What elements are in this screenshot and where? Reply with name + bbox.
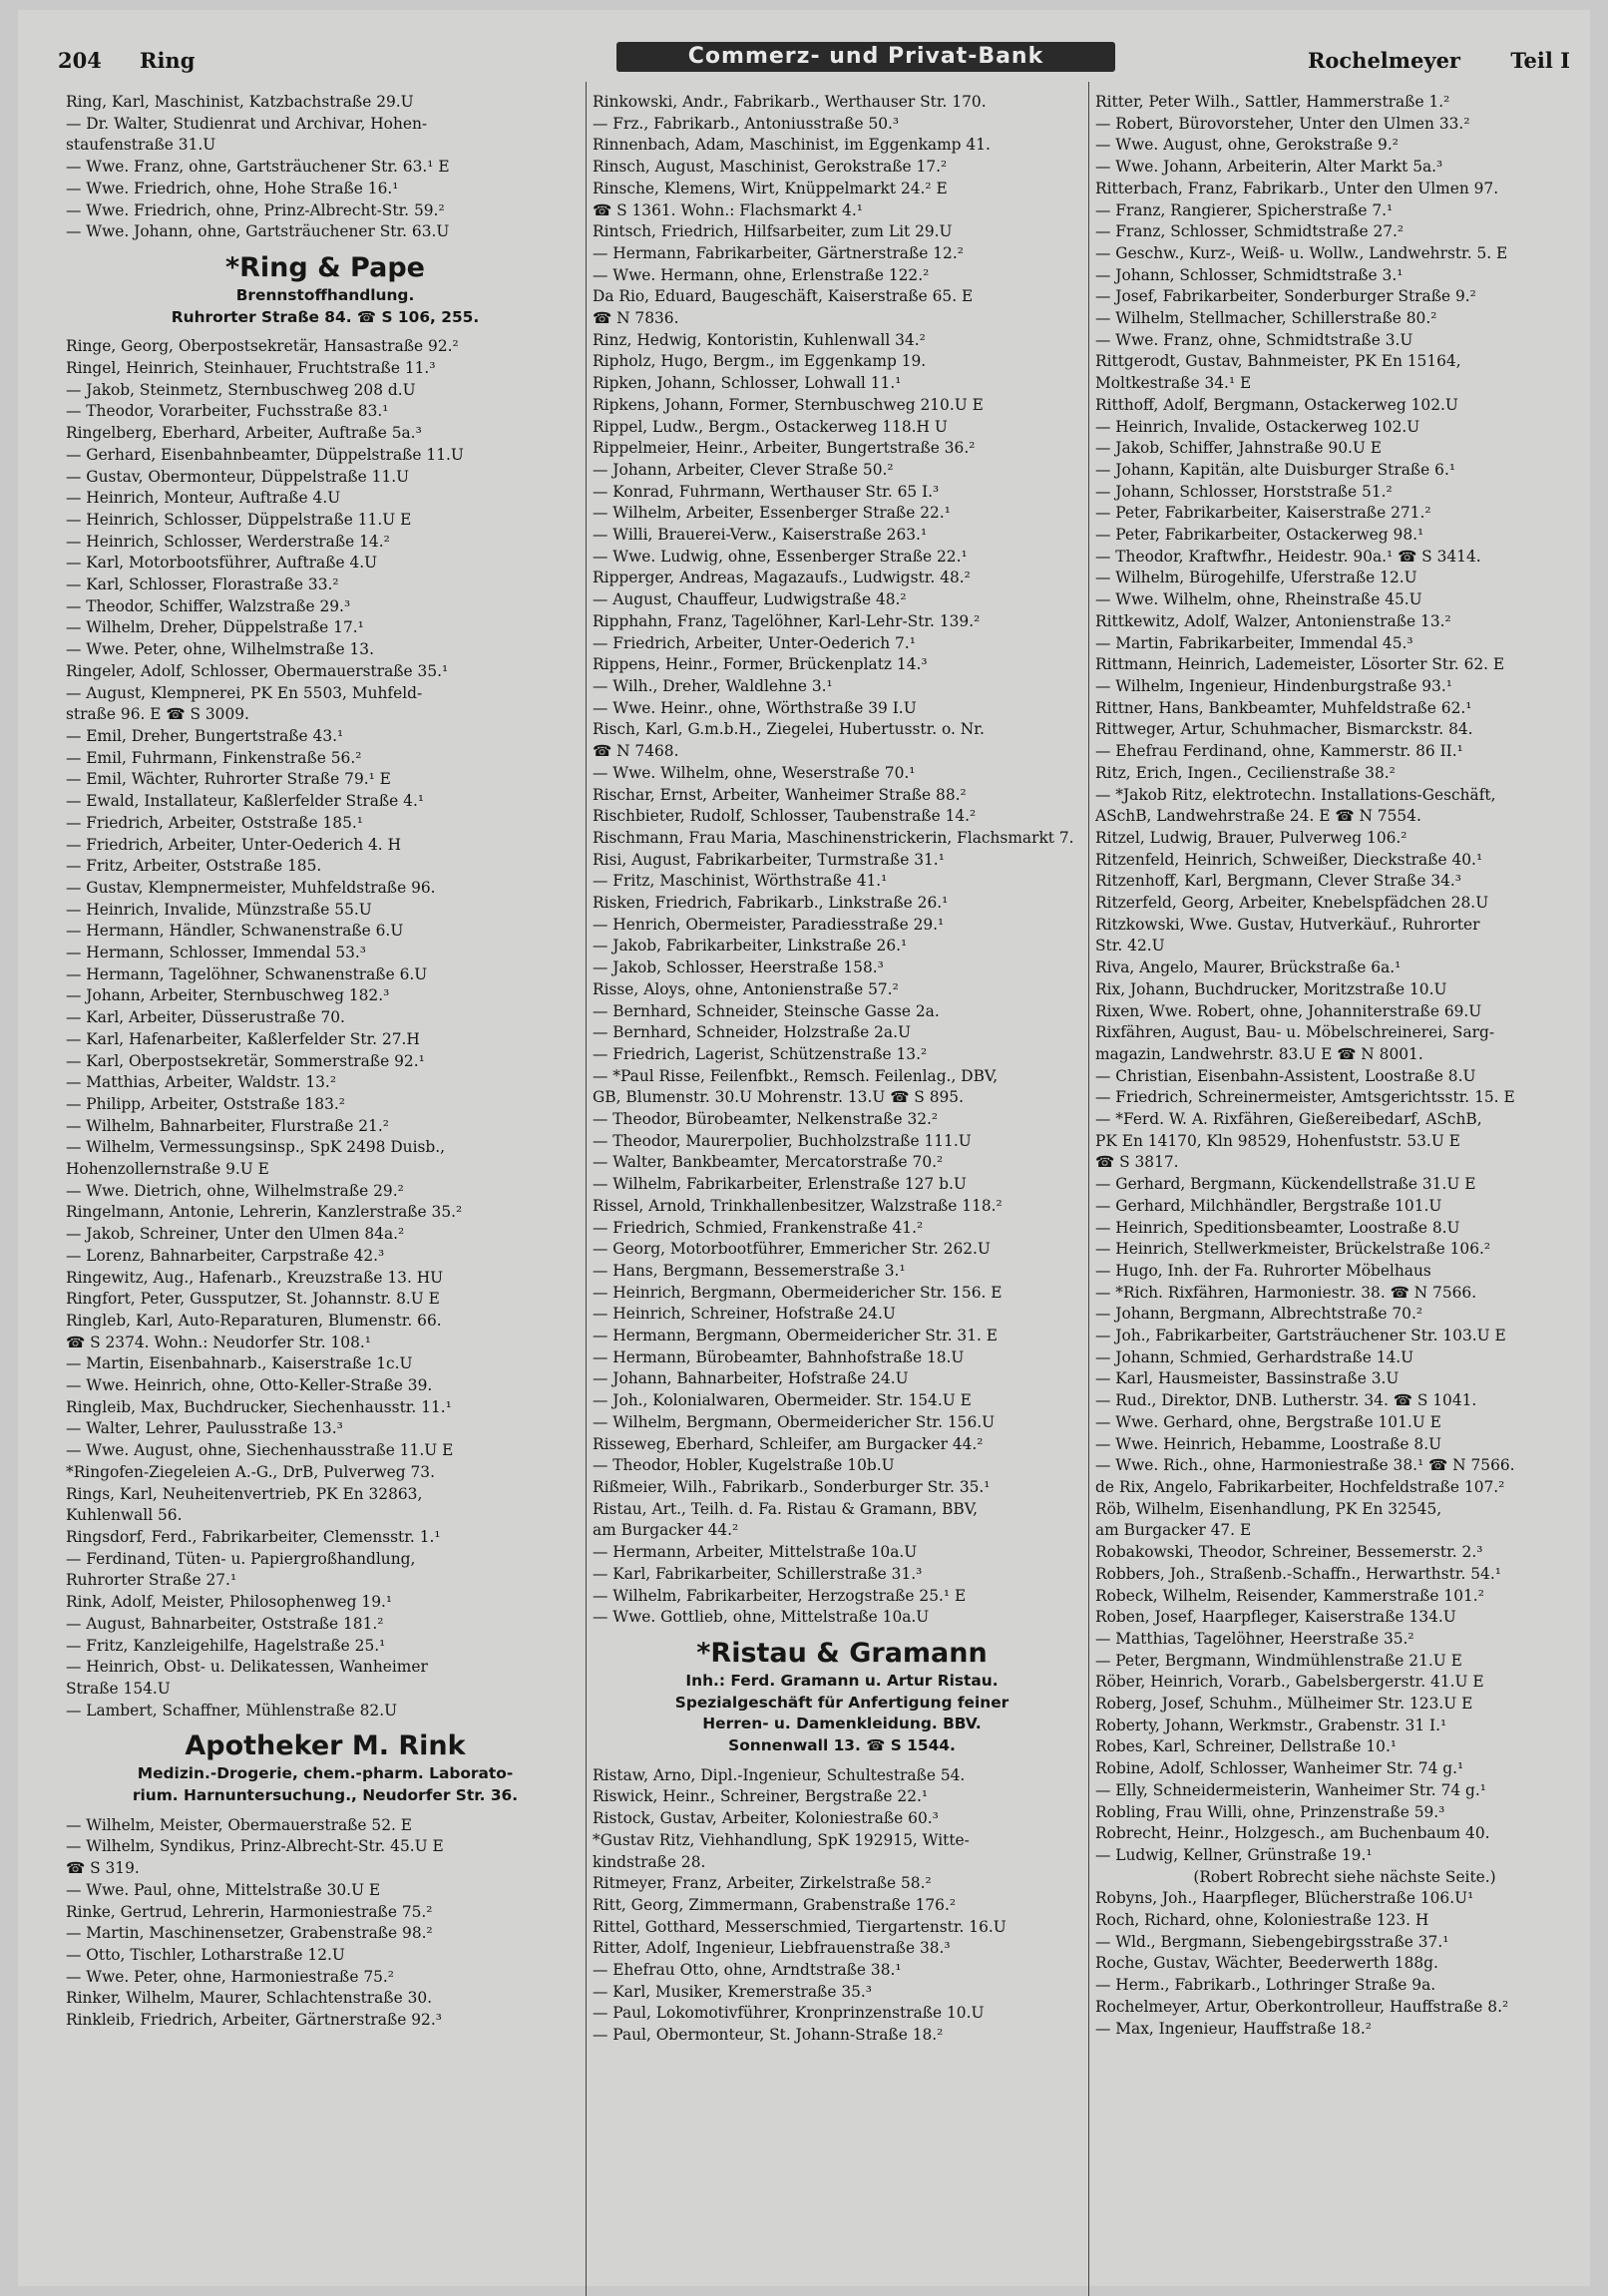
directory-entry: Ritz, Erich, Ingen., Cecilienstraße 38.² [1095, 763, 1396, 782]
directory-entry: — Friedrich, Arbeiter, Oststraße 185.¹ [66, 813, 363, 832]
directory-entry: — Johann, Schlosser, Schmidtstraße 3.¹ [1095, 265, 1404, 284]
directory-entry: — Wwe. Gerhard, ohne, Bergstraße 101.U E [1095, 1412, 1441, 1431]
ad-line: rium. Harnuntersuchung., Neudorfer Str. 36. [132, 1786, 519, 1805]
directory-entry: — Gerhard, Milchhändler, Bergstraße 101.U [1095, 1196, 1442, 1215]
directory-entry: — *Ferd. W. A. Rixfähren, Gießereibedarf, ASchB, [1095, 1110, 1482, 1129]
directory-entry: Risch, Karl, G.m.b.H., Ziegelei, Hubertusstr. o. Nr. [593, 720, 985, 739]
directory-entry: — Wilhelm, Fabrikarbeiter, Herzogstraße 25.¹ E [593, 1586, 967, 1605]
directory-entry: — Wwe. Franz, ohne, Gartsträuchener Str. 63.¹ E [66, 158, 450, 177]
directory-entry: — Elly, Schneidermeisterin, Wanheimer Str. 74 g.¹ [1095, 1780, 1486, 1799]
ad-title: *Ring & Pape [225, 251, 425, 283]
directory-entry: — Jakob, Schiffer, Jahnstraße 90.U E [1095, 439, 1382, 458]
directory-entry: Risken, Friedrich, Fabrikarb., Linkstraße 26.¹ [593, 894, 949, 913]
directory-entry: — Friedrich, Arbeiter, Unter-Oederich 4. H [66, 835, 402, 854]
directory-entry: — Heinrich, Speditionsbeamter, Loostraße 8.U [1095, 1218, 1460, 1237]
directory-entry: — Bernhard, Schneider, Holzstraße 2a.U [593, 1023, 911, 1042]
entry-list-2b [593, 1765, 1091, 2047]
directory-entry: — Heinrich, Stellwerkmeister, Brückelstraße 106.² [1095, 1240, 1491, 1259]
directory-entry: Ripperger, Andreas, Magazaufs., Ludwigstr. 48.² [593, 569, 971, 587]
directory-entry: — Wwe. Hermann, ohne, Erlenstraße 122.² [593, 265, 930, 284]
directory-entry: staufenstraße 31.U [66, 136, 216, 155]
directory-entry: — Geschw., Kurz-, Weiß- u. Wollw., Landwehrstr. 5. E [1095, 243, 1508, 262]
directory-entry: Robyns, Joh., Haarpfleger, Blücherstraße 106.U¹ [1095, 1889, 1474, 1908]
directory-entry: — *Rich. Rixfähren, Harmoniestr. 38. ☎ N 7566. [1095, 1283, 1477, 1302]
directory-entry: Rinkowski, Andr., Fabrikarb., Werthauser Str. 170. [593, 93, 987, 111]
directory-entry: Risseweg, Eberhard, Schleifer, am Burgacker 44.² [593, 1434, 984, 1453]
directory-entry: Ritzenfeld, Heinrich, Schweißer, Dieckstraße 40.¹ [1095, 850, 1483, 869]
directory-entry: kindstraße 28. [593, 1852, 706, 1871]
directory-entry: — Max, Ingenieur, Hauffstraße 18.² [1095, 2019, 1372, 2038]
directory-entry: Robling, Frau Willi, ohne, Prinzenstraße 59.³ [1095, 1802, 1445, 1821]
directory-entry: am Burgacker 44.² [593, 1521, 739, 1540]
directory-entry: — Hermann, Bürobeamter, Bahnhofstraße 18.U [593, 1347, 965, 1366]
directory-entry: Rixfähren, August, Bau- u. Möbelschreinerei, Sarg- [1095, 1023, 1495, 1042]
directory-entry: Ruhrorter Straße 27.¹ [66, 1571, 237, 1590]
directory-entry: — Matthias, Arbeiter, Waldstr. 13.² [66, 1073, 336, 1092]
directory-entry: Straße 154.U [66, 1679, 171, 1698]
entry-list-1c [66, 1815, 585, 2032]
directory-entry: Kuhlenwall 56. [66, 1506, 183, 1525]
directory-entry: Roche, Gustav, Wächter, Beederwerth 188g. [1095, 1954, 1438, 1973]
directory-entry: — Friedrich, Lagerist, Schützenstraße 13.² [593, 1044, 928, 1063]
directory-entry: Ritzerfeld, Georg, Arbeiter, Knebelspfädchen 28.U [1095, 894, 1489, 913]
directory-entry: ☎ N 7836. [593, 309, 679, 328]
directory-entry: Ripkens, Johann, Former, Sternbuschweg 210.U E [593, 395, 984, 414]
directory-entry: ☎ N 7468. [593, 742, 679, 761]
directory-entry: — Martin, Eisenbahnarb., Kaiserstraße 1c.U [66, 1354, 413, 1373]
directory-entry: — Wwe. Heinr., ohne, Wörthstraße 39 I.U [593, 698, 917, 717]
ad-line: Spezialgeschäft für Anfertigung feiner [674, 1693, 1009, 1712]
ad-ring-pape [66, 251, 585, 328]
directory-entry: Ristock, Gustav, Arbeiter, Koloniestraße 60.³ [593, 1809, 939, 1828]
directory-entry: — Wilhelm, Syndikus, Prinz-Albrecht-Str. 45.U E [66, 1837, 444, 1856]
directory-entry: Rissel, Arnold, Trinkhallenbesitzer, Walzstraße 118.² [593, 1196, 1003, 1215]
directory-entry: Rochelmeyer, Artur, Oberkontrolleur, Hauffstraße 8.² [1095, 1997, 1509, 2016]
directory-entry: Ringel, Heinrich, Steinhauer, Fruchtstraße 11.³ [66, 359, 436, 378]
directory-entry: Rinsch, August, Maschinist, Gerokstraße 17.² [593, 158, 948, 177]
directory-entry: Rittner, Hans, Bankbeamter, Muhfeldstraße 62.¹ [1095, 698, 1472, 717]
directory-entry: — Robert, Bürovorsteher, Unter den Ulmen 33.² [1095, 114, 1470, 133]
directory-entry: — Heinrich, Schreiner, Hofstraße 24.U [593, 1305, 896, 1324]
directory-entry: Ringelberg, Eberhard, Arbeiter, Auftraße 5a.³ [66, 424, 422, 443]
directory-entry: — Wwe. Johann, ohne, Gartsträuchener Str. 63.U [66, 222, 450, 241]
directory-entry: — Wilhelm, Bahnarbeiter, Flurstraße 21.² [66, 1116, 389, 1135]
directory-entry: ☎ S 319. [66, 1859, 140, 1878]
directory-page [18, 10, 1590, 2286]
ad-line: Ruhrorter Straße 84. ☎ S 106, 255. [171, 307, 480, 326]
directory-entry: Ritter, Adolf, Ingenieur, Liebfrauenstraße 38.³ [593, 1939, 951, 1958]
directory-entry: — Theodor, Schiffer, Walzstraße 29.³ [66, 596, 351, 615]
directory-entry: — Herm., Fabrikarb., Lothringer Straße 9a. [1095, 1976, 1436, 1995]
directory-entry: Rippel, Ludw., Bergm., Ostackerweg 118.H U [593, 417, 948, 436]
directory-entry: — Willi, Brauerei-Verw., Kaiserstraße 263.¹ [593, 526, 928, 545]
directory-entry: Ripphahn, Franz, Tagelöhner, Karl-Lehr-Str. 139.² [593, 611, 981, 630]
directory-entry: — Bernhard, Schneider, Steinsche Gasse 2a. [593, 1001, 940, 1020]
column-2 [593, 92, 1091, 2047]
directory-entry: Ring, Karl, Maschinist, Katzbachstraße 29.U [66, 93, 414, 111]
directory-entry: — Theodor, Maurerpolier, Buchholzstraße 111.U [593, 1131, 972, 1150]
directory-entry: Ritter, Peter Wilh., Sattler, Hammerstraße 1.² [1095, 93, 1450, 111]
directory-entry: — Paul, Lokomotivführer, Kronprinzenstraße 10.U [593, 2004, 985, 2023]
directory-entry: — Jakob, Schlosser, Heerstraße 158.³ [593, 958, 884, 977]
directory-entry: — Fritz, Maschinist, Wörthstraße 41.¹ [593, 872, 888, 891]
directory-entry: Rippens, Heinr., Former, Brückenplatz 14.³ [593, 655, 928, 674]
directory-entry: — Hermann, Tagelöhner, Schwanenstraße 6.U [66, 964, 428, 983]
directory-entry: Roben, Josef, Haarpfleger, Kaiserstraße 134.U [1095, 1608, 1456, 1627]
directory-entry: — Franz, Rangierer, Spicherstraße 7.¹ [1095, 200, 1394, 219]
directory-entry: — Wilhelm, Vermessungsinsp., SpK 2498 Duisb., [66, 1138, 446, 1157]
directory-entry: — Wilhelm, Bergmann, Obermeidericher Str. 156.U [593, 1412, 996, 1431]
directory-entry: — Hermann, Fabrikarbeiter, Gärtnerstraße 12.² [593, 243, 964, 262]
directory-entry: Rinnenbach, Adam, Maschinist, im Eggenkamp 41. [593, 136, 991, 155]
directory-entry: Ringewitz, Aug., Hafenarb., Kreuzstraße 13. HU [66, 1268, 444, 1287]
directory-entry: Rischbieter, Rudolf, Schlosser, Taubenstraße 14.² [593, 807, 977, 826]
directory-entry: Rixen, Wwe. Robert, ohne, Johanniterstraße 69.U [1095, 1001, 1482, 1020]
directory-entry: — Otto, Tischler, Lotharstraße 12.U [66, 1945, 345, 1964]
directory-entry: — Johann, Schmied, Gerhardstraße 14.U [1095, 1347, 1414, 1366]
directory-entry: PK En 14170, Kln 98529, Hohenfuststr. 53.U E [1095, 1131, 1460, 1150]
directory-entry: Moltkestraße 34.¹ E [1095, 374, 1252, 393]
directory-entry: — Friedrich, Schreinermeister, Amtsgerichtsstr. 15. E [1095, 1088, 1515, 1107]
directory-entry: — Wilhelm, Arbeiter, Essenberger Straße 22.¹ [593, 504, 951, 523]
directory-entry: Rißmeier, Wilh., Fabrikarb., Sonderburger Str. 35.¹ [593, 1478, 991, 1496]
directory-entry: Ritmeyer, Franz, Arbeiter, Zirkelstraße 58.² [593, 1874, 932, 1893]
directory-entry: — Emil, Dreher, Bungertstraße 43.¹ [66, 726, 344, 745]
directory-entry: Ristaw, Arno, Dipl.-Ingenieur, Schultestraße 54. [593, 1765, 966, 1784]
directory-entry: — Emil, Wächter, Ruhrorter Straße 79.¹ E [66, 770, 391, 789]
directory-entry: — Wilhelm, Dreher, Düppelstraße 17.¹ [66, 618, 364, 637]
directory-entry: Ringsdorf, Ferd., Fabrikarbeiter, Clemensstr. 1.¹ [66, 1528, 441, 1546]
directory-entry: — Heinrich, Invalide, Münzstraße 55.U [66, 900, 372, 919]
directory-entry: — Franz, Schlosser, Schmidtstraße 27.² [1095, 222, 1405, 241]
cross-reference-note: (Robert Robrecht siehe nächste Seite.) [1193, 1867, 1496, 1886]
entry-list-2a [593, 92, 1091, 1629]
directory-entry: — Wwe. Heinrich, Hebamme, Loostraße 8.U [1095, 1434, 1442, 1453]
ad-apotheker-rink [66, 1729, 585, 1806]
directory-entry: — Karl, Fabrikarbeiter, Schillerstraße 31.³ [593, 1564, 923, 1583]
directory-entry: — Heinrich, Bergmann, Obermeidericher Str. 156. E [593, 1283, 1003, 1302]
directory-entry: Da Rio, Eduard, Baugeschäft, Kaiserstraße 65. E [593, 287, 974, 306]
directory-entry: Risse, Aloys, ohne, Antonienstraße 57.² [593, 979, 899, 998]
directory-entry: straße 96. E ☎ S 3009. [66, 705, 249, 724]
directory-entry: — Karl, Oberpostsekretär, Sommerstraße 92.¹ [66, 1051, 425, 1070]
directory-entry: — Wwe. Wilhelm, ohne, Rheinstraße 45.U [1095, 590, 1422, 609]
directory-entry: — Rud., Direktor, DNB. Lutherstr. 34. ☎ S 1041. [1095, 1391, 1477, 1410]
directory-entry: — Lambert, Schaffner, Mühlenstraße 82.U [66, 1701, 398, 1720]
directory-entry: Ritthoff, Adolf, Bergmann, Ostackerweg 102.U [1095, 395, 1458, 414]
column-1 [66, 92, 585, 2032]
directory-entry: Str. 42.U [1095, 937, 1165, 956]
directory-entry: Rippelmeier, Heinr., Arbeiter, Bungertstraße 36.² [593, 439, 976, 458]
directory-entry: — Karl, Schlosser, Florastraße 33.² [66, 575, 339, 594]
directory-entry: — Hermann, Bergmann, Obermeidericher Str. 31. E [593, 1327, 999, 1345]
directory-entry: Robes, Karl, Schreiner, Dellstraße 10.¹ [1095, 1737, 1398, 1756]
directory-entry: — Georg, Motorbootführer, Emmericher Str. 262.U [593, 1240, 991, 1259]
directory-entry: Ringleib, Max, Buchdrucker, Siechenhausstr. 11.¹ [66, 1397, 452, 1416]
directory-entry: Roch, Richard, ohne, Koloniestraße 123. H [1095, 1911, 1429, 1930]
directory-entry: — Walter, Lehrer, Paulusstraße 13.³ [66, 1419, 343, 1438]
directory-entry: — Wilhelm, Stellmacher, Schillerstraße 80.² [1095, 309, 1437, 328]
directory-entry: Ripken, Johann, Schlosser, Lohwall 11.¹ [593, 374, 902, 393]
directory-entry: Rischmann, Frau Maria, Maschinenstrickerin, Flachsmarkt 7. [593, 828, 1074, 847]
directory-entry: GB, Blumenstr. 30.U Mohrenstr. 13.U ☎ S 895. [593, 1088, 964, 1107]
directory-entry: — Wwe. Johann, Arbeiterin, Alter Markt 5a.³ [1095, 158, 1443, 177]
directory-entry: Rinsche, Klemens, Wirt, Knüppelmarkt 24.² E [593, 179, 948, 197]
directory-entry: Rintsch, Friedrich, Hilfsarbeiter, zum Lit 29.U [593, 222, 953, 241]
directory-entry: Roberty, Johann, Werkmstr., Grabenstr. 31 I.¹ [1095, 1716, 1447, 1734]
directory-entry: — Hermann, Händler, Schwanenstraße 6.U [66, 922, 404, 941]
directory-entry: — Wilhelm, Bürogehilfe, Uferstraße 12.U [1095, 569, 1417, 587]
directory-entry: Röb, Wilhelm, Eisenhandlung, PK En 32545, [1095, 1499, 1442, 1518]
ad-line: Medizin.-Drogerie, chem.-pharm. Laborato- [137, 1764, 514, 1783]
directory-entry: — Gustav, Obermonteur, Düppelstraße 11.U [66, 467, 410, 486]
directory-entry: — Emil, Fuhrmann, Finkenstraße 56.² [66, 748, 362, 767]
directory-entry: — Gustav, Klempnermeister, Muhfeldstraße 96. [66, 878, 436, 897]
directory-entry: — Friedrich, Arbeiter, Unter-Oederich 7.¹ [593, 633, 916, 652]
directory-entry: — Wwe. Rich., ohne, Harmoniestraße 38.¹ ☎ N 7566. [1095, 1456, 1515, 1475]
directory-entry: — Johann, Arbeiter, Clever Straße 50.² [593, 460, 894, 479]
directory-entry: — Gerhard, Bergmann, Kückendellstraße 31.U E [1095, 1175, 1476, 1194]
ad-line: Sonnenwall 13. ☎ S 1544. [728, 1736, 956, 1755]
entry-list-3b [1095, 1888, 1594, 2040]
header-first-word: Ring [140, 48, 196, 73]
directory-entry: — Wwe. August, ohne, Gerokstraße 9.² [1095, 136, 1399, 155]
directory-entry: — Joh., Fabrikarbeiter, Gartsträuchener Str. 103.U E [1095, 1327, 1506, 1345]
directory-entry: — Theodor, Hobler, Kugelstraße 10b.U [593, 1456, 895, 1475]
directory-entry: — Karl, Hausmeister, Bassinstraße 3.U [1095, 1369, 1400, 1388]
directory-entry: — Christian, Eisenbahn-Assistent, Loostraße 8.U [1095, 1066, 1476, 1085]
ad-line: Herren- u. Damenkleidung. BBV. [702, 1715, 982, 1733]
directory-entry: — Theodor, Kraftwfhr., Heidestr. 90a.¹ ☎ S 3414. [1095, 547, 1481, 566]
header-last-word: Rochelmeyer [1307, 48, 1460, 73]
directory-entry: Risi, August, Fabrikarbeiter, Turmstraße 31.¹ [593, 850, 945, 869]
directory-entry: — Martin, Fabrikarbeiter, Immendal 45.³ [1095, 633, 1413, 652]
directory-entry: — Konrad, Fuhrmann, Werthauser Str. 65 I.³ [593, 482, 940, 501]
directory-entry: — Wwe. August, ohne, Siechenhausstraße 11.U E [66, 1441, 454, 1460]
directory-entry: — Karl, Arbeiter, Düsserustraße 70. [66, 1008, 345, 1027]
directory-entry: Ringe, Georg, Oberpostsekretär, Hansastraße 92.² [66, 337, 459, 356]
directory-entry: — Lorenz, Bahnarbeiter, Carpstraße 42.³ [66, 1246, 385, 1265]
directory-entry: — Wilhelm, Ingenieur, Hindenburgstraße 93.¹ [1095, 676, 1452, 695]
directory-entry: Hohenzollernstraße 9.U E [66, 1160, 269, 1179]
directory-entry: — August, Bahnarbeiter, Oststraße 181.² [66, 1614, 384, 1633]
directory-entry: — Joh., Kolonialwaren, Obermeider. Str. 154.U E [593, 1391, 972, 1410]
directory-entry: — Jakob, Steinmetz, Sternbuschweg 208 d.U [66, 380, 416, 399]
directory-entry: — Hermann, Arbeiter, Mittelstraße 10a.U [593, 1543, 918, 1562]
directory-entry: Ringfort, Peter, Gussputzer, St. Johannstr. 8.U E [66, 1290, 440, 1309]
ad-ristau-gramann [593, 1637, 1091, 1757]
directory-entry: — Fritz, Kanzleigehilfe, Hagelstraße 25.¹ [66, 1636, 386, 1655]
directory-entry: — Wilh., Dreher, Waldlehne 3.¹ [593, 676, 833, 695]
column-3 [1095, 92, 1594, 2040]
ad-line: Brennstoffhandlung. [235, 285, 415, 304]
directory-entry: — Philipp, Arbeiter, Oststraße 183.² [66, 1094, 345, 1113]
directory-entry: — August, Klempnerei, PK En 5503, Muhfeld- [66, 683, 423, 702]
column-divider-1 [586, 82, 587, 2296]
directory-entry: — Ehefrau Ferdinand, ohne, Kammerstr. 86 II.¹ [1095, 742, 1463, 761]
directory-entry: — Peter, Fabrikarbeiter, Kaiserstraße 271.² [1095, 504, 1431, 523]
directory-entry: — Karl, Hafenarbeiter, Kaßlerfelder Str. 27.H [66, 1029, 420, 1048]
directory-entry: Rittel, Gotthard, Messerschmied, Tiergartenstr. 16.U [593, 1917, 1006, 1936]
bank-banner: Commerz- und Privat-Bank [616, 42, 1115, 72]
page-number: 204 [58, 48, 102, 73]
directory-entry: — August, Chauffeur, Ludwigstraße 48.² [593, 590, 907, 609]
directory-entry: Rittweger, Artur, Schuhmacher, Bismarckstr. 84. [1095, 720, 1473, 739]
directory-entry: *Ringofen-Ziegeleien A.-G., DrB, Pulverweg 73. [66, 1462, 435, 1481]
entry-list-1a [66, 92, 585, 243]
directory-entry: — Karl, Musiker, Kremerstraße 35.³ [593, 1982, 872, 2001]
directory-entry: Rinkleib, Friedrich, Arbeiter, Gärtnerstraße 92.³ [66, 2011, 442, 2030]
directory-entry: — Wilhelm, Meister, Obermauerstraße 52. E [66, 1815, 413, 1834]
directory-entry: — Johann, Arbeiter, Sternbuschweg 182.³ [66, 986, 390, 1005]
directory-entry: Rinker, Wilhelm, Maurer, Schlachtenstraße 30. [66, 1989, 433, 2008]
directory-entry: Ritt, Georg, Zimmermann, Grabenstraße 176.² [593, 1895, 957, 1914]
directory-entry: — Johann, Bergmann, Albrechtstraße 70.² [1095, 1305, 1423, 1324]
directory-entry: — Theodor, Bürobeamter, Nelkenstraße 32.² [593, 1110, 939, 1129]
directory-entry: — Ludwig, Kellner, Grünstraße 19.¹ [1095, 1845, 1373, 1864]
directory-entry: Ristau, Art., Teilh. d. Fa. Ristau & Gramann, BBV, [593, 1499, 979, 1518]
directory-entry: ☎ S 1361. Wohn.: Flachsmarkt 4.¹ [593, 200, 863, 219]
directory-entry: Rinke, Gertrud, Lehrerin, Harmoniestraße 75.² [66, 1902, 433, 1921]
directory-entry: — Theodor, Vorarbeiter, Fuchsstraße 83.¹ [66, 402, 389, 421]
directory-entry: Ringelmann, Antonie, Lehrerin, Kanzlerstraße 35.² [66, 1203, 463, 1222]
directory-entry: — Peter, Bergmann, Windmühlenstraße 21.U E [1095, 1651, 1462, 1670]
directory-entry: Robakowski, Theodor, Schreiner, Bessemerstr. 2.³ [1095, 1543, 1483, 1562]
directory-entry: Ripholz, Hugo, Bergm., im Eggenkamp 19. [593, 352, 927, 371]
directory-entry: — Jakob, Fabrikarbeiter, Linkstraße 26.¹ [593, 937, 908, 956]
directory-entry: — Wwe. Peter, ohne, Wilhelmstraße 13. [66, 640, 374, 659]
directory-entry: Robrecht, Heinr., Holzgesch., am Buchenbaum 40. [1095, 1824, 1490, 1843]
directory-entry: — Johann, Kapitän, alte Duisburger Straße 6.¹ [1095, 460, 1456, 479]
directory-entry: — Wld., Bergmann, Siebengebirgsstraße 37.¹ [1095, 1932, 1449, 1951]
directory-entry: — Wwe. Friedrich, ohne, Prinz-Albrecht-Str. 59.² [66, 200, 445, 219]
directory-entry: Riswick, Heinr., Schreiner, Bergstraße 22.¹ [593, 1787, 929, 1806]
directory-entry: — Wwe. Peter, ohne, Harmoniestraße 75.² [66, 1967, 394, 1986]
directory-entry: Rittgerodt, Gustav, Bahnmeister, PK En 15164, [1095, 352, 1461, 371]
directory-entry: — Hermann, Schlosser, Immendal 53.³ [66, 944, 366, 962]
ad-title: Apotheker M. Rink [185, 1730, 466, 1762]
directory-entry: — Wwe. Franz, ohne, Schmidtstraße 3.U [1095, 330, 1413, 349]
directory-entry: — *Jakob Ritz, elektrotechn. Installations-Geschäft, [1095, 785, 1496, 804]
directory-entry: — Wwe. Dietrich, ohne, Wilhelmstraße 29.² [66, 1181, 404, 1200]
directory-entry: Röber, Heinrich, Vorarb., Gabelsbergerstr. 41.U E [1095, 1673, 1484, 1692]
directory-entry: — Heinrich, Invalide, Ostackerweg 102.U [1095, 417, 1420, 436]
directory-entry: Riva, Angelo, Maurer, Brückstraße 6a.¹ [1095, 958, 1402, 977]
directory-entry: Ritzel, Ludwig, Brauer, Pulverweg 106.² [1095, 828, 1407, 847]
directory-entry: — Josef, Fabrikarbeiter, Sonderburger Straße 9.² [1095, 287, 1476, 306]
directory-entry: — Ewald, Installateur, Kaßlerfelder Straße 4.¹ [66, 792, 425, 811]
directory-entry: — Jakob, Schreiner, Unter den Ulmen 84a.² [66, 1225, 405, 1244]
entry-list-1b [66, 336, 585, 1722]
directory-entry: — Friedrich, Schmied, Frankenstraße 41.² [593, 1218, 924, 1237]
directory-entry: — Wwe. Paul, ohne, Mittelstraße 30.U E [66, 1880, 381, 1899]
directory-entry: Robine, Adolf, Schlosser, Wanheimer Str. 74 g.¹ [1095, 1759, 1464, 1778]
directory-entry: — Frz., Fabrikarb., Antoniusstraße 50.³ [593, 114, 900, 133]
directory-entry: — Heinrich, Schlosser, Düppelstraße 11.U E [66, 510, 412, 529]
directory-entry: Roberg, Josef, Schuhm., Mülheimer Str. 123.U E [1095, 1695, 1473, 1714]
directory-entry: *Gustav Ritz, Viehhandlung, SpK 192915, Witte- [593, 1830, 970, 1849]
directory-entry: — Wwe. Heinrich, ohne, Otto-Keller-Straße 39. [66, 1376, 433, 1395]
directory-entry: Rings, Karl, Neuheitenvertrieb, PK En 32863, [66, 1484, 423, 1503]
directory-entry: — Wwe. Ludwig, ohne, Essenberger Straße 22.¹ [593, 547, 968, 566]
directory-entry: Ritzkowski, Wwe. Gustav, Hutverkäuf., Ruhrorter [1095, 915, 1480, 934]
directory-entry: am Burgacker 47. E [1095, 1521, 1252, 1540]
directory-entry: — Peter, Fabrikarbeiter, Ostackerweg 98.¹ [1095, 526, 1424, 545]
directory-entry: Ringleb, Karl, Auto-Reparaturen, Blumenstr. 66. [66, 1311, 442, 1330]
directory-entry: — Karl, Motorbootsführer, Auftraße 4.U [66, 554, 378, 573]
directory-entry: — Dr. Walter, Studienrat und Archivar, Hohen- [66, 114, 428, 133]
directory-entry: — Henrich, Obermeister, Paradiesstraße 29.¹ [593, 915, 945, 934]
directory-entry: — Heinrich, Obst- u. Delikatessen, Wanheimer [66, 1658, 428, 1677]
ad-line: Inh.: Ferd. Gramann u. Artur Ristau. [685, 1671, 999, 1690]
directory-entry: — Paul, Obermonteur, St. Johann-Straße 18.² [593, 2026, 944, 2045]
directory-entry: Robbers, Joh., Straßenb.-Schaffn., Herwarthstr. 54.¹ [1095, 1564, 1501, 1583]
directory-entry: — Wwe. Wilhelm, ohne, Weserstraße 70.¹ [593, 763, 916, 782]
directory-entry: — Matthias, Tagelöhner, Heerstraße 35.² [1095, 1629, 1414, 1648]
directory-entry: de Rix, Angelo, Fabrikarbeiter, Hochfeldstraße 107.² [1095, 1478, 1505, 1496]
directory-entry: — Heinrich, Schlosser, Werderstraße 14.² [66, 532, 390, 551]
directory-entry: magazin, Landwehrstr. 83.U E ☎ N 8001. [1095, 1044, 1423, 1063]
directory-entry: Ritzenhoff, Karl, Bergmann, Clever Straße 34.³ [1095, 872, 1461, 891]
directory-entry: — Hans, Bergmann, Bessemerstraße 3.¹ [593, 1261, 906, 1280]
directory-entry: Rittkewitz, Adolf, Walzer, Antonienstraße 13.² [1095, 611, 1451, 630]
directory-entry: — *Paul Risse, Feilenfbkt., Remsch. Feilenlag., DBV, [593, 1066, 999, 1085]
directory-entry: — Wwe. Gottlieb, ohne, Mittelstraße 10a.U [593, 1608, 930, 1627]
directory-entry: — Wwe. Friedrich, ohne, Hohe Straße 16.¹ [66, 179, 399, 197]
directory-entry: — Martin, Maschinensetzer, Grabenstraße 98.² [66, 1924, 433, 1943]
directory-entry: — Walter, Bankbeamter, Mercatorstraße 70.² [593, 1153, 944, 1172]
directory-entry: ☎ S 2374. Wohn.: Neudorfer Str. 108.¹ [66, 1333, 371, 1351]
directory-entry: — Heinrich, Monteur, Auftraße 4.U [66, 489, 341, 508]
header-part: Teil I [1510, 48, 1570, 73]
directory-entry: — Wilhelm, Fabrikarbeiter, Erlenstraße 127 b.U [593, 1175, 967, 1194]
directory-entry: — Ehefrau Otto, ohne, Arndtstraße 38.¹ [593, 1961, 902, 1980]
directory-entry: ☎ S 3817. [1095, 1153, 1179, 1172]
directory-entry: Robeck, Wilhelm, Reisender, Kammerstraße 101.² [1095, 1586, 1484, 1605]
directory-entry: — Gerhard, Eisenbahnbeamter, Düppelstraße 11.U [66, 445, 464, 464]
directory-entry: Rinz, Hedwig, Kontoristin, Kuhlenwall 34.² [593, 330, 926, 349]
directory-entry: — Ferdinand, Tüten- u. Papiergroßhandlung, [66, 1549, 416, 1568]
directory-entry: — Hugo, Inh. der Fa. Ruhrorter Möbelhaus [1095, 1261, 1431, 1280]
directory-entry: — Fritz, Arbeiter, Oststraße 185. [66, 857, 322, 876]
directory-entry: Ringeler, Adolf, Schlosser, Obermauerstraße 35.¹ [66, 661, 449, 680]
directory-entry: Rischar, Ernst, Arbeiter, Wanheimer Straße 88.² [593, 785, 967, 804]
entry-list-3a [1095, 92, 1594, 1867]
page-header [58, 44, 1570, 76]
directory-entry: — Johann, Bahnarbeiter, Hofstraße 24.U [593, 1369, 909, 1388]
directory-entry: Rittmann, Heinrich, Lademeister, Lösorter Str. 62. E [1095, 655, 1505, 674]
directory-entry: Ritterbach, Franz, Fabrikarb., Unter den Ulmen 97. [1095, 179, 1499, 197]
directory-entry: — Johann, Schlosser, Horststraße 51.² [1095, 482, 1393, 501]
directory-entry: Rix, Johann, Buchdrucker, Moritzstraße 10.U [1095, 979, 1447, 998]
directory-entry: Rink, Adolf, Meister, Philosophenweg 19.¹ [66, 1593, 393, 1612]
directory-entry: ASchB, Landwehrstraße 24. E ☎ N 7554. [1095, 807, 1421, 826]
ad-title: *Ristau & Gramann [696, 1637, 988, 1669]
